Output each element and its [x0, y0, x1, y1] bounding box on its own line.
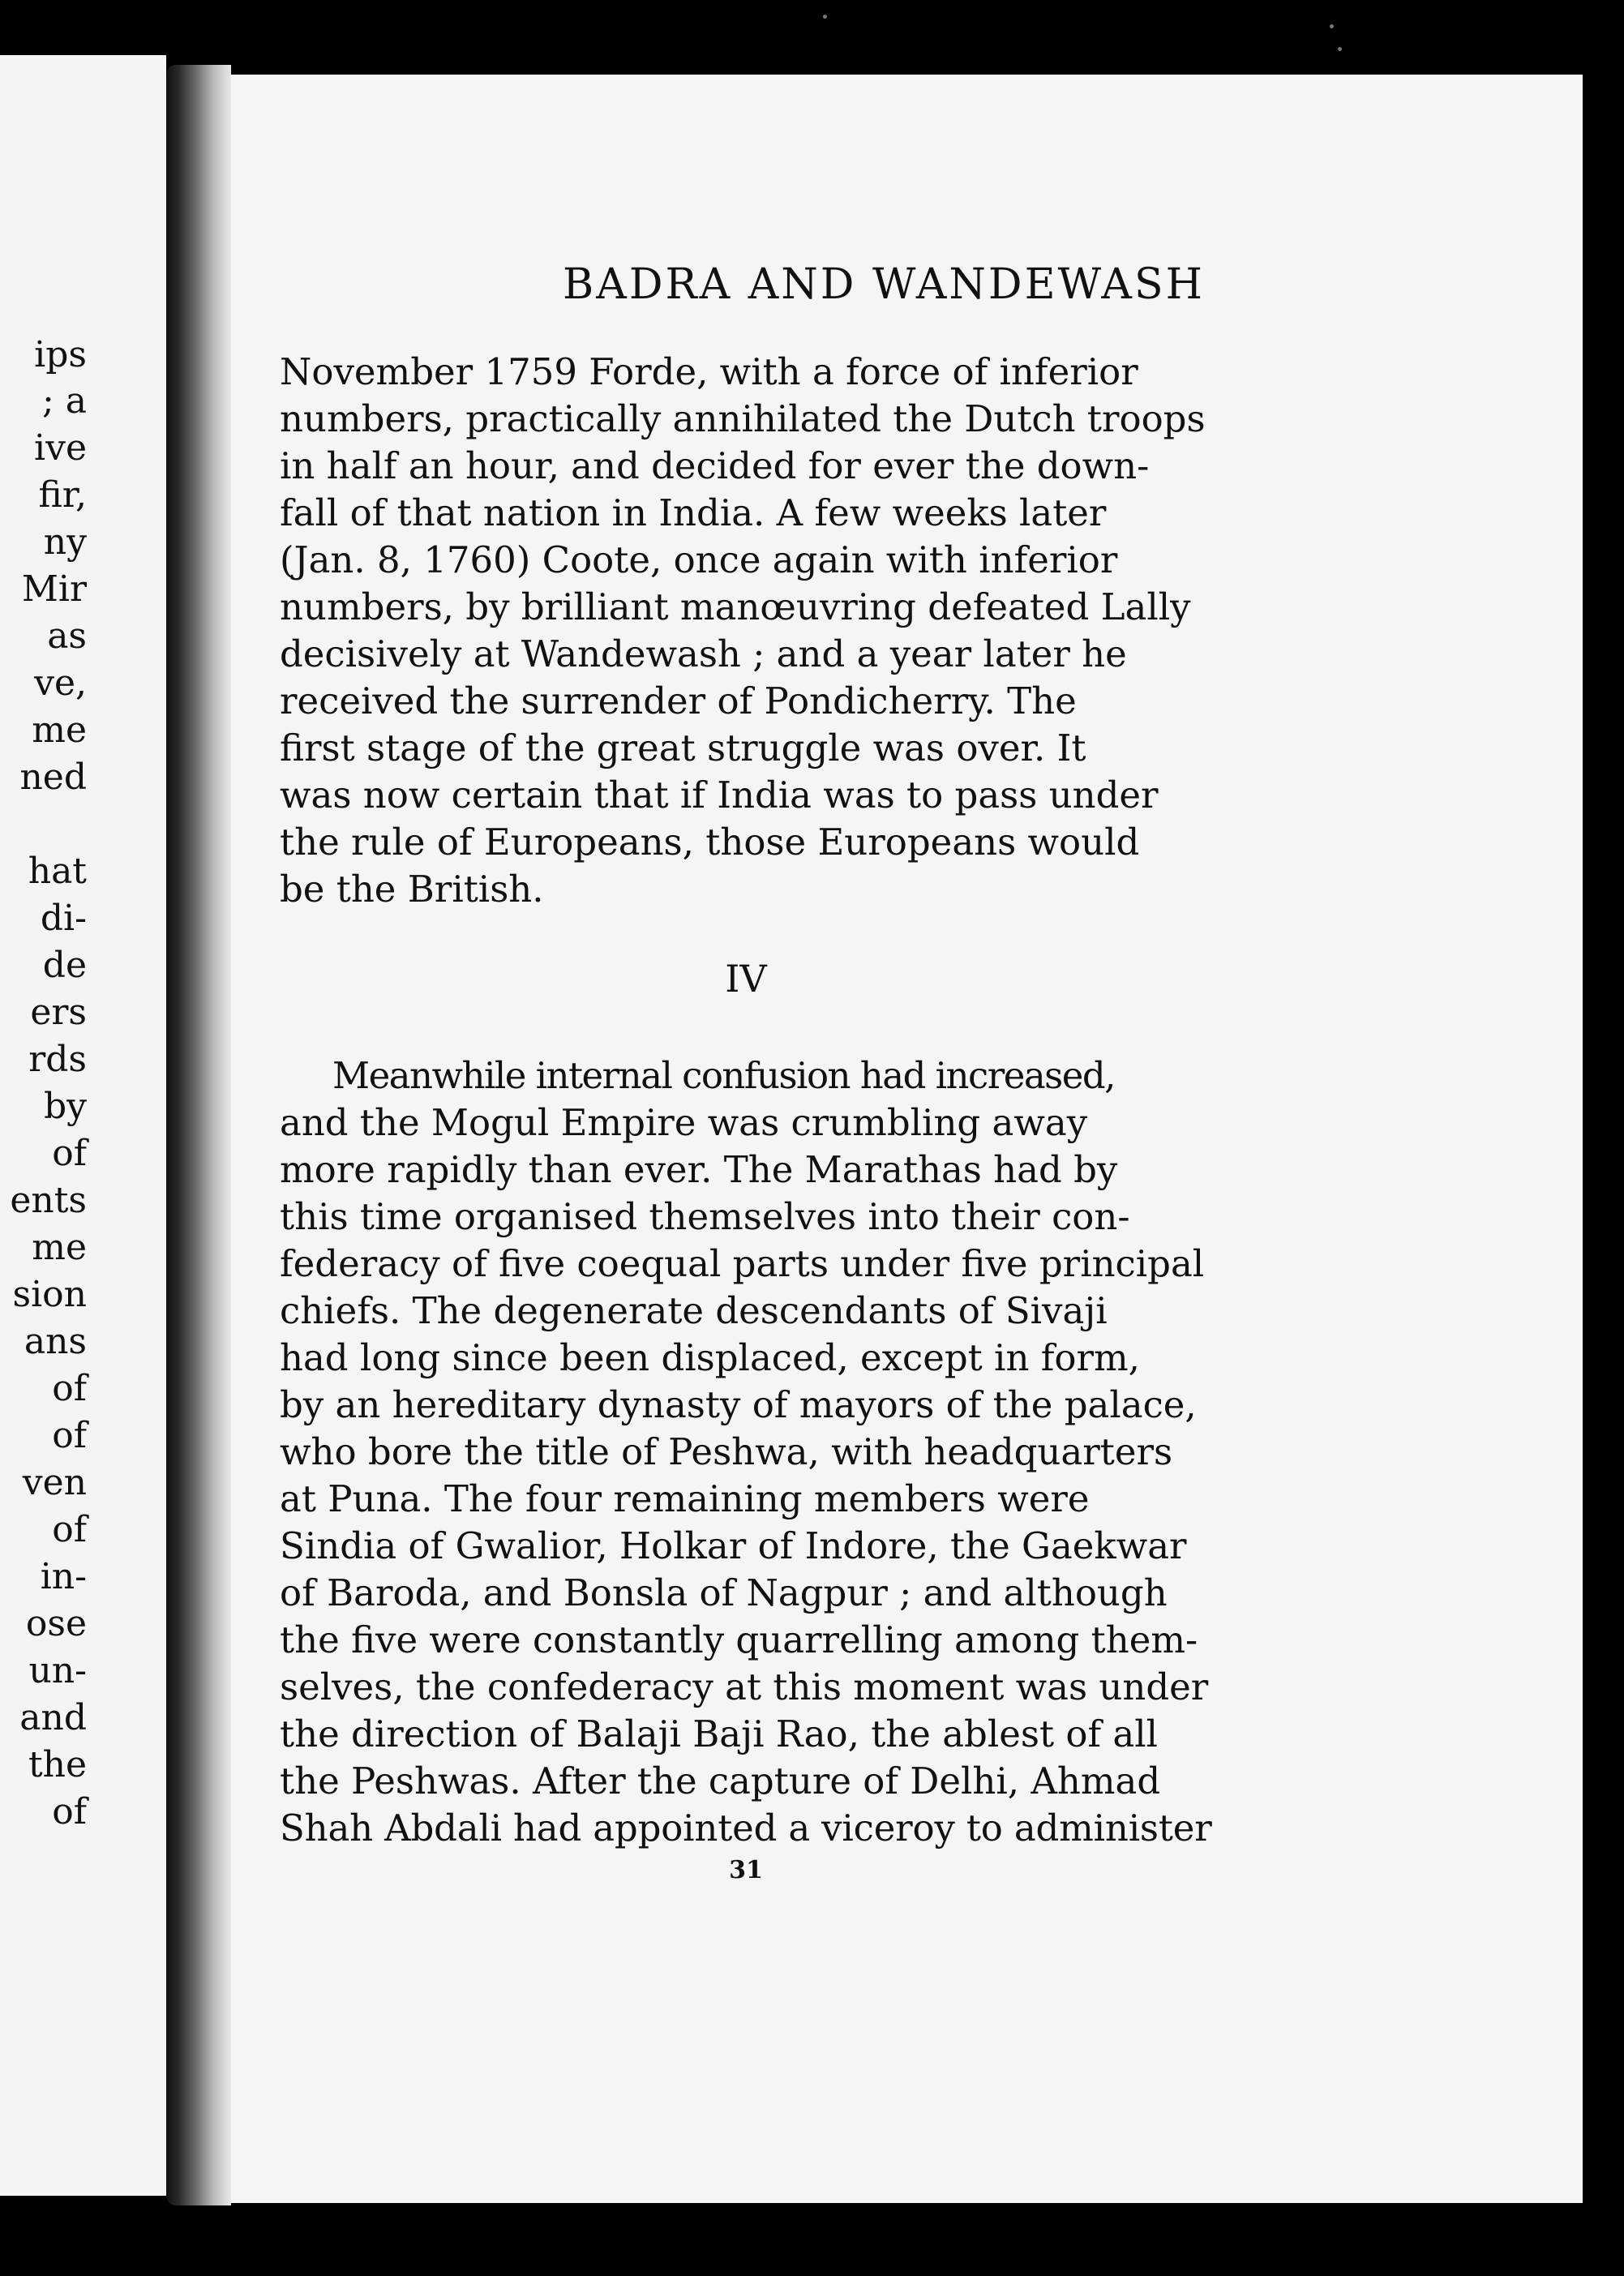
left-page-line-fragment: hat	[28, 851, 87, 892]
left-page-line-fragment: and	[19, 1697, 87, 1738]
section-numeral: IV	[725, 957, 767, 1001]
left-page-line-fragment: of	[52, 1415, 87, 1456]
left-page-line-fragment: ny	[43, 521, 87, 563]
text-line: in half an hour, and decided for ever the down-	[280, 444, 1150, 487]
text-line: was now certain that if India was to pass under	[280, 774, 1159, 817]
book-gutter-shadow	[166, 65, 231, 2205]
left-page-line-fragment: ve,	[34, 662, 87, 704]
text-line: fall of that nation in India. A few weeks later	[280, 491, 1107, 534]
left-page-line-fragment: un-	[28, 1650, 87, 1691]
dust-speck	[1330, 24, 1334, 28]
left-page-line-fragment: ips	[34, 334, 87, 375]
running-head: BADRA AND WANDEWASH	[563, 260, 1205, 309]
text-line: November 1759 Forde, with a force of inferior	[280, 350, 1138, 393]
text-line: (Jan. 8, 1760) Coote, once again with inferior	[280, 538, 1118, 581]
text-line: this time organised themselves into their con-	[280, 1195, 1130, 1238]
left-page-line-fragment: ven	[22, 1462, 87, 1503]
left-page-edge	[0, 55, 166, 2196]
left-page-line-fragment: de	[42, 945, 87, 986]
left-page-line-fragment: sion	[12, 1274, 87, 1315]
left-page-line-fragment: the	[28, 1744, 87, 1785]
left-page-line-fragment: me	[32, 1227, 87, 1268]
left-page-line-fragment: ive	[34, 427, 87, 469]
dust-speck	[823, 15, 827, 19]
dust-speck	[1338, 47, 1342, 51]
left-page-line-fragment: di-	[40, 898, 87, 939]
text-line: chiefs. The degenerate descendants of Sivaji	[280, 1289, 1108, 1332]
left-page-line-fragment: ers	[30, 992, 87, 1033]
text-line: the five were constantly quarrelling among them-	[280, 1618, 1198, 1661]
left-page-line-fragment: ans	[24, 1321, 87, 1362]
left-page-line-fragment: ; a	[41, 380, 87, 422]
left-page-line-fragment: of	[52, 1133, 87, 1174]
text-line: numbers, by brilliant manœuvring defeated Lally	[280, 585, 1191, 628]
left-page-line-fragment: ose	[25, 1603, 87, 1644]
text-line: the direction of Balaji Baji Rao, the ablest of all	[280, 1712, 1159, 1755]
text-line: had long since been displaced, except in form,	[280, 1336, 1140, 1379]
text-line: at Puna. The four remaining members were	[280, 1477, 1090, 1520]
left-page-line-fragment: by	[43, 1086, 87, 1127]
text-line: first stage of the great struggle was over. It	[280, 727, 1086, 769]
text-line: received the surrender of Pondicherry. The	[280, 679, 1077, 722]
text-line: selves, the confederacy at this moment was under	[280, 1665, 1209, 1708]
left-page-line-fragment: ents	[10, 1180, 87, 1221]
left-page-line-fragment: Mir	[21, 568, 87, 610]
left-page-line-fragment: fir,	[38, 474, 87, 516]
left-page-line-fragment: as	[47, 615, 87, 657]
text-line: who bore the title of Peshwa, with headquarters	[280, 1430, 1173, 1473]
left-page-line-fragment: in-	[40, 1556, 87, 1597]
text-line: Meanwhile internal confusion had increased,	[332, 1054, 1115, 1097]
text-line: the Peshwas. After the capture of Delhi, Ahmad	[280, 1760, 1161, 1802]
text-line: the rule of Europeans, those Europeans would	[280, 821, 1140, 864]
text-line: numbers, practically annihilated the Dutch troops	[280, 397, 1206, 440]
left-page-line-fragment: ned	[19, 757, 87, 798]
right-page	[231, 75, 1583, 2203]
text-line: be the British.	[280, 868, 544, 911]
text-line: decisively at Wandewash ; and a year later he	[280, 632, 1127, 675]
text-line: federacy of five coequal parts under five principal	[280, 1242, 1205, 1285]
text-line: by an hereditary dynasty of mayors of the palace,	[280, 1383, 1197, 1426]
page-number: 31	[729, 1856, 763, 1884]
left-page-line-fragment: me	[32, 709, 87, 751]
left-page-line-fragment: of	[52, 1368, 87, 1409]
left-page-line-fragment: rds	[28, 1039, 87, 1080]
text-line: more rapidly than ever. The Marathas had by	[280, 1148, 1118, 1191]
text-line: of Baroda, and Bonsla of Nagpur ; and although	[280, 1571, 1168, 1614]
text-line: and the Mogul Empire was crumbling away	[280, 1101, 1088, 1144]
left-page-line-fragment: of	[52, 1791, 87, 1832]
text-line: Sindia of Gwalior, Holkar of Indore, the Gaekwar	[280, 1524, 1187, 1567]
left-page-line-fragment: of	[52, 1509, 87, 1550]
text-line: Shah Abdali had appointed a viceroy to administer	[280, 1807, 1212, 1850]
